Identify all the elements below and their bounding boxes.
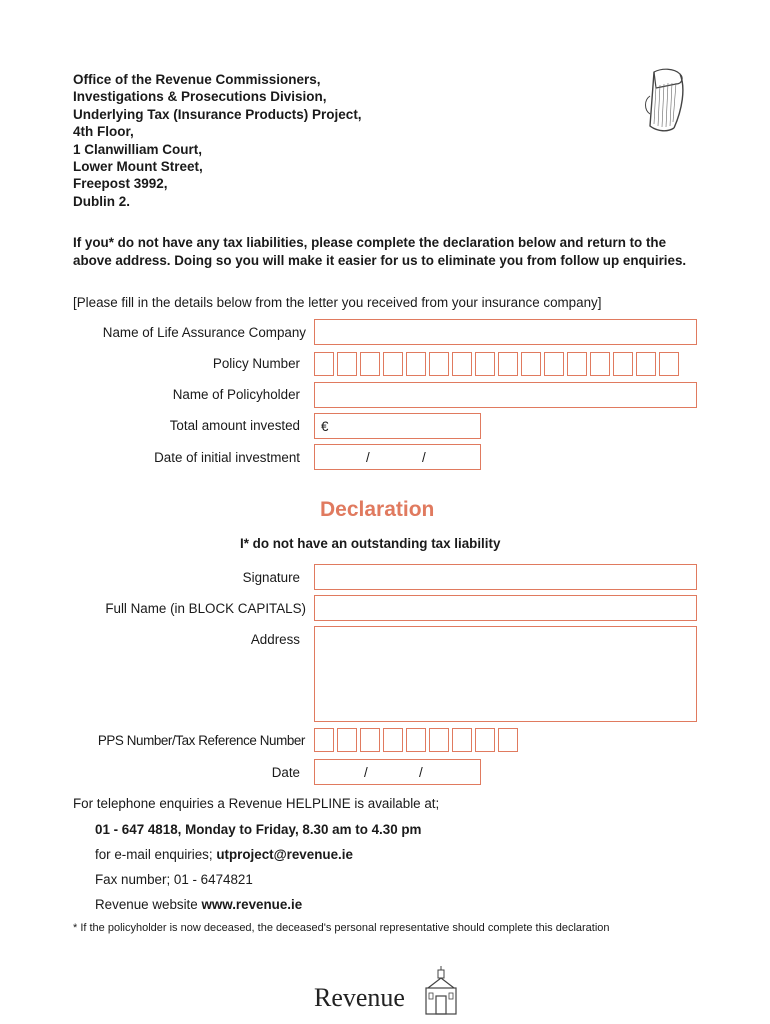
policy-number-cell[interactable] — [659, 352, 679, 376]
policy-number-cell[interactable] — [314, 352, 334, 376]
website-line — [95, 897, 302, 912]
footnote: * If the policyholder is now deceased, the deceased's personal representative should complete this declaration — [73, 922, 610, 934]
address-block — [73, 71, 362, 210]
address-line: Lower Mount Street, — [73, 159, 203, 175]
policy-number-cell[interactable] — [544, 352, 564, 376]
address-line: Office of the Revenue Commissioners, — [73, 72, 321, 87]
company-input[interactable] — [314, 319, 697, 345]
pps-input[interactable] — [314, 728, 518, 752]
policy-number-cell[interactable] — [613, 352, 633, 376]
pps-label: PPS Number/Tax Reference Number — [97, 733, 305, 748]
declaration-date-input[interactable] — [314, 759, 481, 785]
policy-number-cell[interactable] — [521, 352, 541, 376]
email-line — [95, 847, 353, 862]
date-separator: / — [419, 765, 423, 780]
date-separator: / — [422, 450, 426, 465]
policy-number-cell[interactable] — [636, 352, 656, 376]
instruction-note: [Please fill in the details below from the letter you received from your insurance company] — [73, 295, 602, 310]
declaration-statement: I* do not have an outstanding tax liability — [240, 536, 501, 551]
policyholder-label: Name of Policyholder — [172, 387, 300, 402]
currency-symbol: € — [321, 419, 329, 434]
address-line: Investigations & Prosecutions Division, — [73, 89, 327, 105]
policy-number-cell[interactable] — [452, 352, 472, 376]
revenue-logo-text: Revenue — [314, 983, 405, 1012]
signature-input[interactable] — [314, 564, 697, 590]
fullname-label: Full Name (in BLOCK CAPITALS) — [105, 601, 306, 616]
policy-number-cell[interactable] — [360, 352, 380, 376]
pps-cell[interactable] — [337, 728, 357, 752]
website-link[interactable]: www.revenue.ie — [201, 897, 303, 912]
address-line: Underlying Tax (Insurance Products) Project, — [73, 106, 362, 122]
date-label: Date — [271, 765, 300, 780]
policy-number-cell[interactable] — [590, 352, 610, 376]
address-label: Address — [250, 632, 300, 647]
helpline-phone: 01 - 647 4818, Monday to Friday, 8.30 am to 4.30 pm — [95, 822, 422, 837]
signature-label: Signature — [242, 570, 300, 585]
harp-emblem — [640, 66, 688, 136]
policy-number-cell[interactable] — [337, 352, 357, 376]
amount-input[interactable] — [314, 413, 481, 439]
investment-date-input[interactable] — [314, 444, 481, 470]
policy-number-cell[interactable] — [567, 352, 587, 376]
date-separator: / — [364, 765, 368, 780]
address-line: 1 Clanwilliam Court, — [73, 141, 203, 157]
amount-label: Total amount invested — [169, 418, 300, 433]
website-label: Revenue website — [95, 897, 202, 912]
pps-cell[interactable] — [452, 728, 472, 752]
fullname-input[interactable] — [314, 595, 697, 621]
policy-number-cell[interactable] — [406, 352, 426, 376]
policy-number-cell[interactable] — [475, 352, 495, 376]
address-line: 4th Floor, — [73, 124, 134, 140]
intro-text: If you* do not have any tax liabilities, please complete the declaration below and return to the above address. Doing so you will make it easier for us to eliminate you from follow up enquiries. — [73, 235, 687, 268]
policy-number-label: Policy Number — [212, 356, 300, 371]
policy-number-cell[interactable] — [429, 352, 449, 376]
pps-cell[interactable] — [429, 728, 449, 752]
pps-cell[interactable] — [475, 728, 495, 752]
address-line: Dublin 2. — [73, 193, 130, 209]
company-label: Name of Life Assurance Company — [102, 325, 306, 340]
revenue-building-icon — [424, 966, 458, 1016]
declaration-title: Declaration — [320, 498, 435, 521]
pps-cell[interactable] — [360, 728, 380, 752]
pps-cell[interactable] — [406, 728, 426, 752]
policyholder-input[interactable] — [314, 382, 697, 408]
fax-line: Fax number; 01 - 6474821 — [95, 872, 253, 887]
pps-cell[interactable] — [383, 728, 403, 752]
policy-number-input[interactable] — [314, 352, 679, 376]
pps-cell[interactable] — [314, 728, 334, 752]
email-link[interactable]: utproject@revenue.ie — [216, 847, 353, 862]
address-input[interactable] — [314, 626, 697, 722]
investment-date-label: Date of initial investment — [154, 450, 300, 465]
helpline-intro: For telephone enquiries a Revenue HELPLINE is available at; — [73, 796, 440, 811]
pps-cell[interactable] — [498, 728, 518, 752]
policy-number-cell[interactable] — [383, 352, 403, 376]
policy-number-cell[interactable] — [498, 352, 518, 376]
email-label: for e-mail enquiries; — [95, 847, 217, 862]
date-separator: / — [366, 450, 370, 465]
address-line: Freepost 3992, — [73, 176, 168, 192]
